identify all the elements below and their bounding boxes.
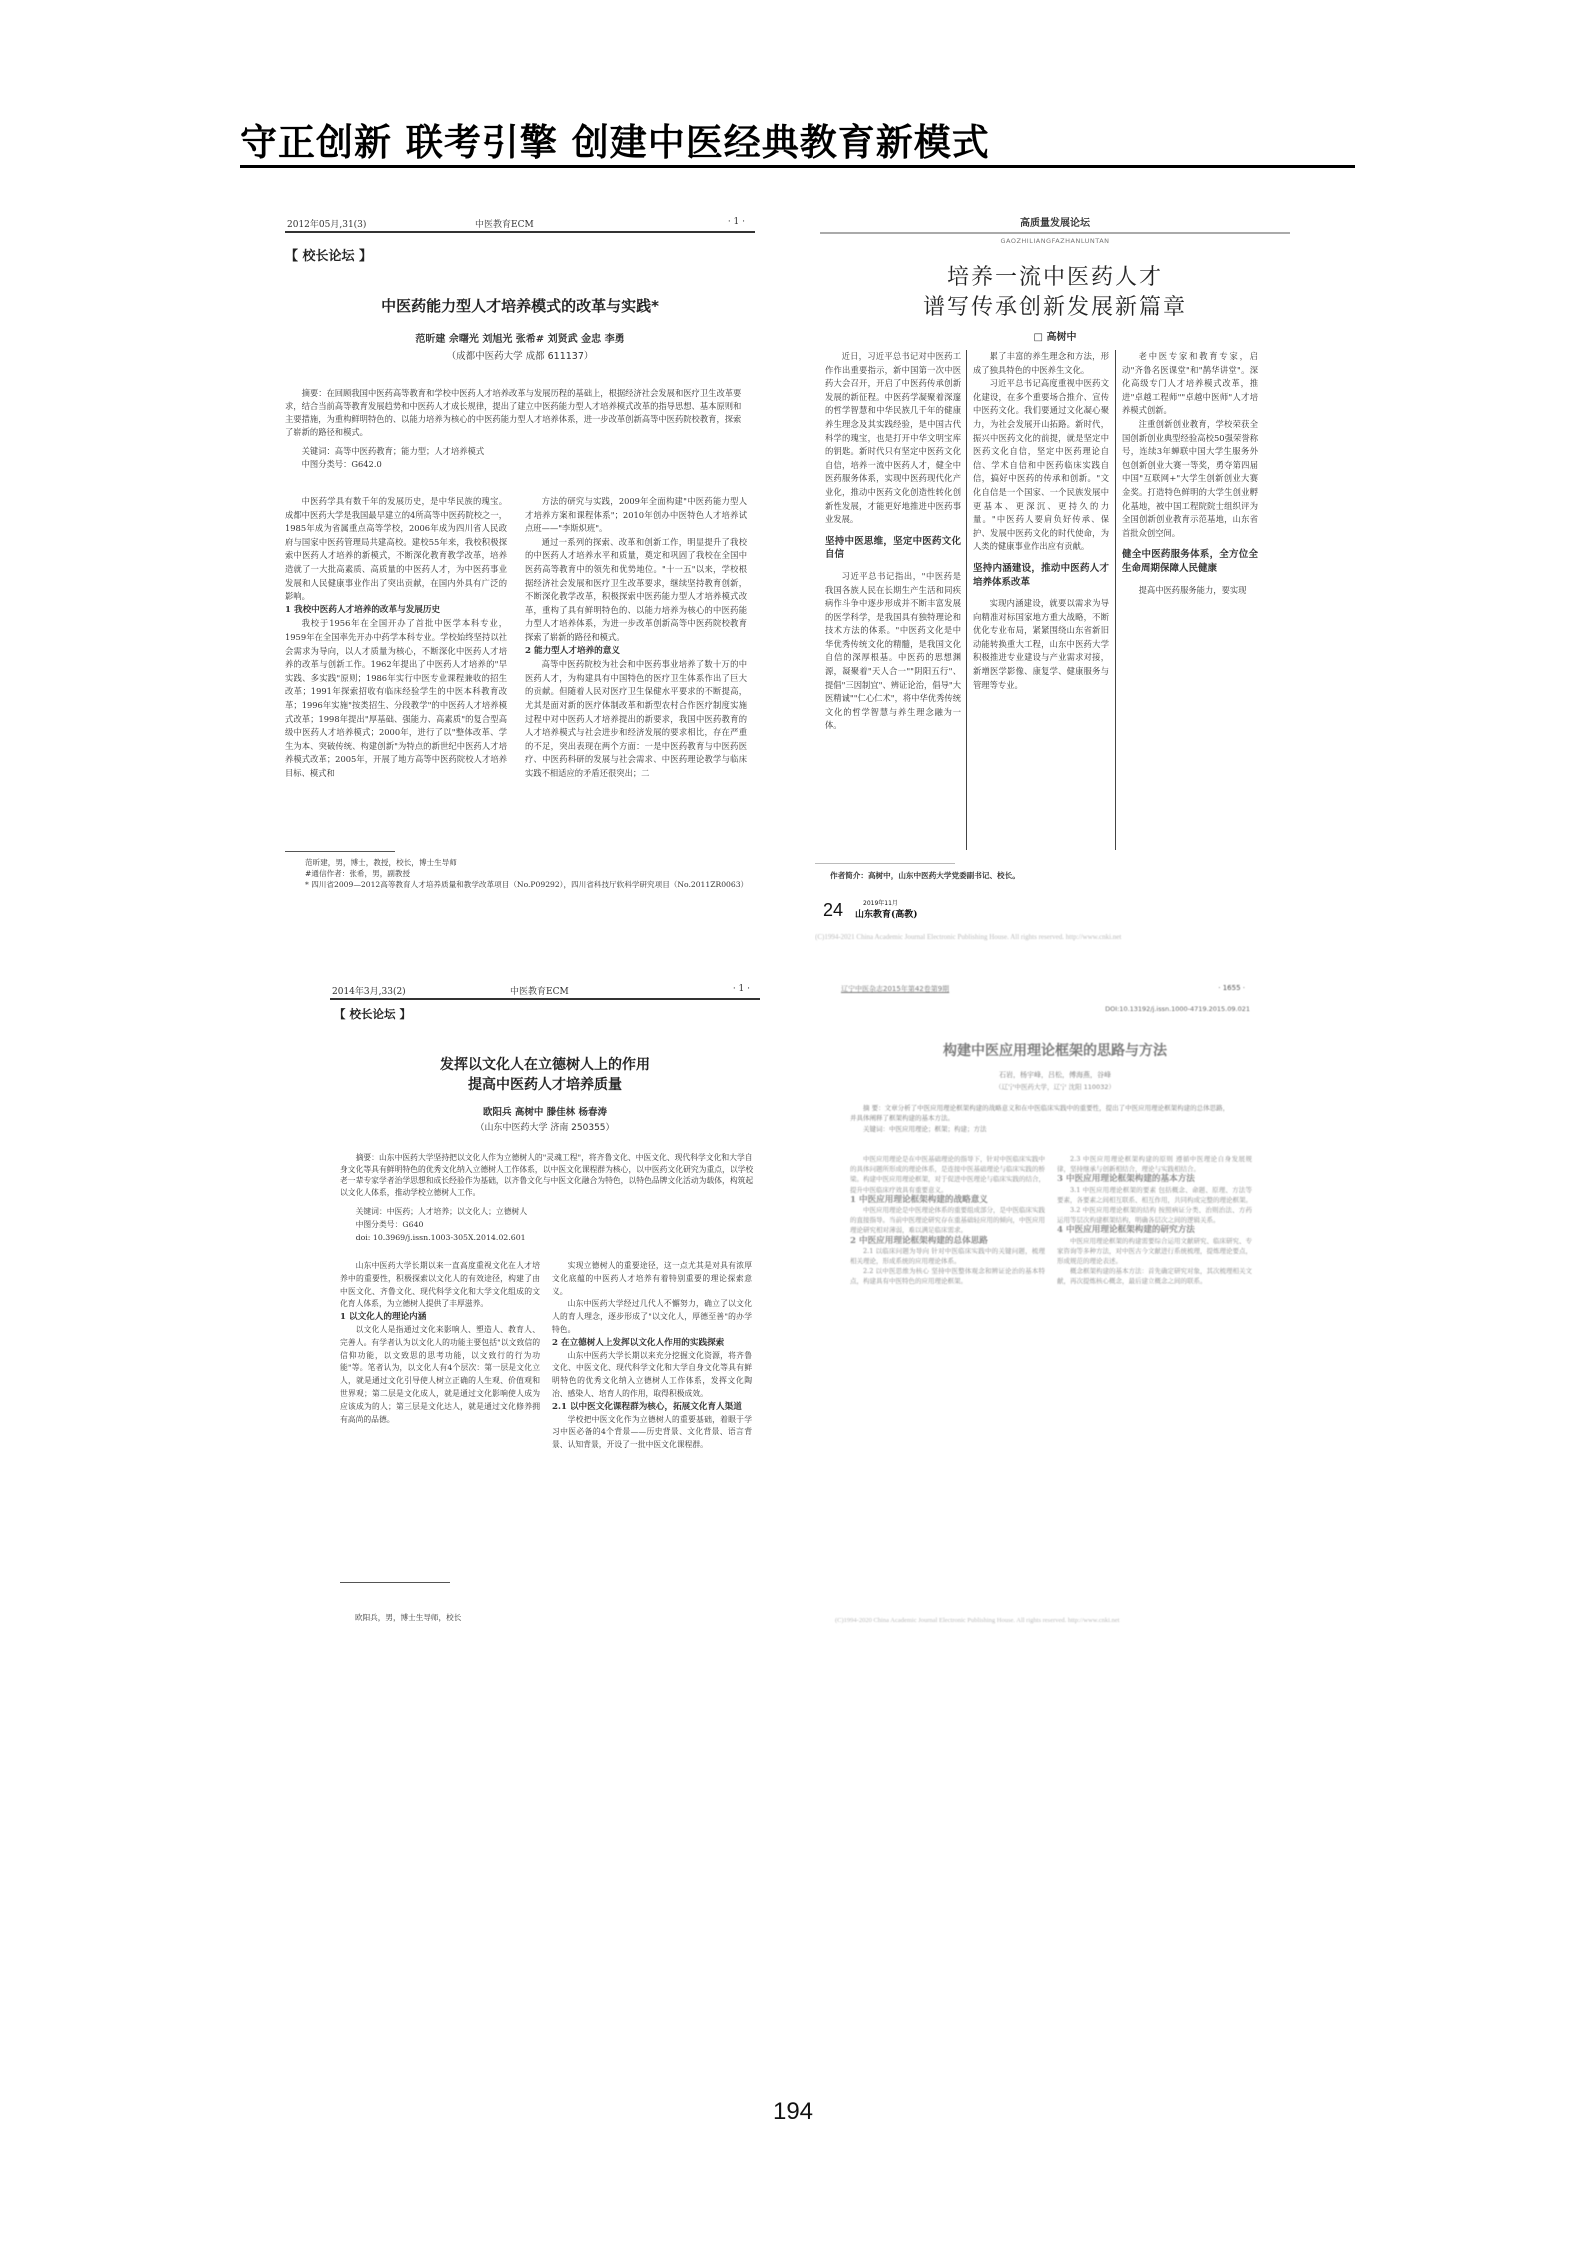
- footnote: #通信作者：张希，男，副教授: [305, 869, 411, 878]
- section-tag: 【 校长论坛 】: [285, 249, 373, 264]
- body-column-2: [973, 350, 1109, 850]
- footnotes: [285, 857, 747, 890]
- paragraph: 山东中医药大学长期以来一直高度重视文化在人才培养中的重要性，积极探索以文化人的有效途径，构建了由中医文化、齐鲁文化、现代科学文化和大学文化组成的文化育人体系，为立德树人提供了丰厚滋养。: [340, 1261, 540, 1309]
- page-marker: · 1 ·: [732, 984, 750, 994]
- paragraph: 3.1 中医应用理论框架的要素 包括概念、命题、原理、方法等要素，各要素之间相互联系、相互作用，共同构成完整的理论框架。: [1057, 1185, 1252, 1204]
- running-header: [285, 215, 755, 233]
- paragraph: 通过一系列的探索、改革和创新工作，明显提升了我校的中医药人才培养水平和质量，奠定和巩固了我校在全国中医药高等教育中的领先和优势地位。"十一五"以来，学校根据经济社会发展和医疗卫生改革要求，继续坚持教育创新，不断深化教学改革，积极探索中医药能力型人才培养模式改革，重构了具有鲜明特色的、以能力培养为核心的中医药能力型人才培养体系，为进一步改革创新高等中医药院校教育探索了崭新的路径和模式。: [525, 536, 747, 642]
- section-tag: 【 校长论坛 】: [334, 1007, 412, 1021]
- paper-thumbnail-1: [285, 215, 755, 915]
- section-heading: 3 中医应用理论框架构建的基本方法: [1057, 1174, 1195, 1185]
- author-intro: 作者简介：高树中，山东中医药大学党委副书记、校长。: [830, 871, 1020, 880]
- column-name: 高质量发展论坛: [1020, 218, 1090, 229]
- keywords: 关键词：中医应用理论；框架；构建；方法: [863, 1125, 987, 1133]
- body-column-1: [825, 350, 961, 850]
- title-rule: [240, 165, 1355, 168]
- section-heading: 1 我校中医药人才培养的改革与发展历史: [285, 604, 441, 615]
- abstract: 摘 要：文章分析了中医应用理论框架构建的战略意义和在中医临床实践中的重要性，提出了中医应用理论框架构建的总体思路，并具体阐释了框架构建的基本方法。: [850, 1104, 1230, 1122]
- paragraph: 我校于1956年在全国开办了首批中医学本科专业，1959年在全国率先开办中药学本科专业。学校始终坚持以社会需求为导向，以人才质量为核心，不断深化中医药人才培养的改革与创新工作。1962年提出了中医药人才培养的"早实践、多实践"原则；1986年实行中医专业课程兼收的招生改革；1991年探索招收有临床经验学生的中医本科教育改革；1996年实施"按类招生、分段教学"的中医药人才培养模式改革；1998年提出"厚基础、强能力、高素质"的复合型高级中医药人才培养模式；2000年，进行了以"整体改革、学生为本、突破传统、构建创新"为特点的新世纪中医药人才培养模式改革；2005年，开展了地方高等中医药院校人才培养目标、模式和: [285, 618, 507, 778]
- running-header: [330, 982, 760, 1000]
- journal-date: 2014年3月,33(2): [332, 987, 406, 997]
- paragraph: 中医应用理论框架的构建需要综合运用文献研究、临床研究、专家咨询等多种方法，对中医古今文献进行系统梳理，提炼理论要点，形成规范的理论表述。: [1057, 1236, 1252, 1266]
- paragraph: 以文化人是指通过文化来影响人、塑造人、教育人、完善人。有学者认为以文化人的功能主要包括"以文致信的信仰功能，以文致思的思考功能，以文致行的行为功能"等。笔者认为，以文化人有4个层次：第一层是文化立人，就是通过文化引导使人树立正确的人生观、价值观和世界观；第二层是文化成人，就是通过文化影响使人成为应该成为的人；第三层是文化达人，就是通过文化修养拥有高尚的品德。: [340, 1324, 540, 1424]
- section-heading: 坚持中医思维，坚定中医药文化自信: [825, 535, 961, 561]
- paragraph: 近日，习近平总书记对中医药工作作出重要指示，新中国第一次中医药大会召开，开启了中医药传承创新发展的新征程。中医药学凝聚着深邃的哲学智慧和中华民族几千年的健康养生理念及其实践经验，是中国古代科学的瑰宝，也是打开中华文明宝库的钥匙。新时代只有坚定中医药文化自信，培养一流中医药人才，健全中医药服务体系，实现中医药现代化产业化，推动中医药文化创造性转化创新性发展，才能更好地推进中医药事业发展。: [825, 351, 961, 525]
- paragraph: 2.1 以临床问题为导向 针对中医临床实践中的关键问题，梳理相关理论，形成系统的应用理论体系。: [850, 1246, 1045, 1266]
- classification: 中图分类号：G642.0: [301, 459, 382, 469]
- paragraph: 2.3 中医应用理论框架构建的原则 遵循中医理论自身发展规律，坚持继承与创新相结合，理论与实践相结合。: [1057, 1155, 1252, 1174]
- footnote-rule: [815, 863, 955, 864]
- paragraph: 方法的研究与实践，2009年全面构建"中医药能力型人才培养方案和课程体系"；2010年创办中医特色人才培养试点班——"李斯炽班"。: [525, 496, 747, 534]
- page-number: 194: [772, 2098, 814, 2125]
- paper-title-line-2: 提高中医药人才培养质量: [468, 1077, 622, 1093]
- section-heading: 健全中医药服务体系，全方位全生命周期保障人民健康: [1122, 549, 1258, 574]
- paragraph: 老中医专家和教育专家，启动"齐鲁名医课堂"和"鹊华讲堂"。深化高级专门人才培养模式改革，推进"卓越工程师""卓越中医师"人才培养模式创新。: [1122, 351, 1258, 416]
- section-heading: 1 以文化人的理论内涵: [340, 1312, 427, 1323]
- paper-thumbnail-3: [330, 982, 760, 1637]
- magazine-page-number: 24: [823, 900, 844, 920]
- doi: DOI:10.13192/j.issn.1000-4719.2015.09.021: [1105, 1005, 1250, 1013]
- authors: 石岩，杨宇峰，吕松，傅海燕，谷峰: [999, 1071, 1111, 1079]
- column-divider: [966, 350, 967, 850]
- affiliation: （辽宁中医药大学，辽宁 沈阳 110032）: [995, 1083, 1115, 1091]
- journal-name: 中医教育ECM: [475, 220, 534, 230]
- paper-thumbnail-2: [815, 208, 1295, 953]
- footnote: 欧阳兵，男，博士生导师，校长: [355, 1613, 462, 1622]
- journal-name: 中医教育ECM: [510, 987, 569, 997]
- section-heading: 2 能力型人才培养的意义: [525, 645, 620, 656]
- paper-title-line-1: 培养一流中医药人才: [946, 265, 1163, 290]
- body-column-2: [552, 1260, 752, 1570]
- section-heading: 2 中医应用理论框架构建的总体思路: [850, 1235, 988, 1246]
- keywords: 关键词：中医药；人才培养；以文化人；立德树人: [355, 1207, 528, 1216]
- footnote-rule: [340, 1582, 450, 1583]
- paragraph: 3.2 中医应用理论框架的结构 按照病证分类、治则治法、方药运用等层次构建框架结构，明确各层次之间的逻辑关系。: [1057, 1206, 1252, 1225]
- abstract: 摘要：山东中医药大学坚持把以文化人作为立德树人的"灵魂工程"，将齐鲁文化、中医文化、现代科学文化和大学自身文化等具有鲜明特色的优秀文化纳入立德树人工作体系，以中医文化课程群为核心，以中医药文化研究为重点，以学校老一辈专家学者治学思想和成长经验作为基础，以齐鲁文化与中医文化融合为特色，以特色品牌文化活动为载体，构筑起以文化人体系，推动学校立德树人工作。: [340, 1153, 754, 1197]
- paragraph: 山东中医药大学长期以来充分挖掘文化资源，将齐鲁文化、中医文化、现代科学文化和大学自身文化等具有鲜明特色的优秀文化纳入立德树人工作体系，发挥文化陶冶、感染人、培育人的作用，取得积极成效。: [552, 1350, 752, 1398]
- paragraph: 学校把中医文化作为立德树人的重要基础，着眼于学习中医必备的4个背景——历史背景、文化背景、语言背景、认知背景，开设了一批中医文化课程群。: [552, 1414, 752, 1450]
- body-column-1: [850, 1154, 1045, 1574]
- paragraph: 习近平总书记高度重视中医药文化建设，在多个重要场合推介、宣传中医药文化。我们要通过文化凝心聚力，为社会发展开山拓路。新时代，振兴中医药文化的前提，就是坚定中医药文化自信，坚定中医药理论自信、学术自信和中医药临床实践自信，搞好中医药的传承和创新。"文化自信是一个国家、一个民族发展中更基本、更深沉、更持久的力量。"中医药人要肩负好传承、保护、发展中医药文化的时代使命，为人类的健康事业作出应有贡献。: [973, 378, 1109, 552]
- page-marker: · 1 ·: [727, 217, 745, 227]
- authors: 欧阳兵 高树中 滕佳林 杨春涛: [483, 1107, 607, 1118]
- affiliation: （山东中医药大学 济南 250355）: [475, 1123, 615, 1133]
- paper-title: 中医药能力型人才培养模式的改革与实践*: [381, 297, 659, 315]
- magazine-name: 山东教育(高教): [855, 910, 918, 920]
- paragraph: 2.2 以中医思维为核心 坚持中医整体观念和辨证论治的基本特点，构建具有中医特色的应用理论框架。: [850, 1267, 1045, 1286]
- paragraph: 习近平总书记指出，"中医药是我国各族人民在长期生产生活和同疾病作斗争中逐步形成并不断丰富发展的医学科学，是我国具有独特理论和技术方法的体系。"中医药文化是中华优秀传统文化的精髓，是我国文化自信的深厚根基。中医药的思想渊源，凝聚着"天人合一""阴阳五行"、提倡"三因制宜"、辨证论治，倡导"大医精诚""仁心仁术"，将中华优秀传统文化的哲学智慧与养生理念融为一体。: [825, 570, 961, 731]
- paper-title: 构建中医应用理论框架的思路与方法: [943, 1043, 1167, 1059]
- footnote-rule: [285, 851, 395, 852]
- keywords: 关键词：高等中医药教育；能力型；人才培养模式: [301, 446, 485, 456]
- paragraph: 山东中医药大学经过几代人不懈努力，确立了以文化人的育人理念，逐步形成了"以文化人，厚德至善"的办学特色。: [552, 1299, 752, 1334]
- paragraph: 高等中医药院校为社会和中医药事业培养了数十万的中医药人才，为构建具有中国特色的医疗卫生体系作出了巨大的贡献。但随着人民对医疗卫生保健水平要求的不断提高，尤其是面对新的医疗体制改革和新型农村合作医疗制度实施过程中对中医药人才培养提出的新要求，我国中医药教育的人才培养模式与社会进步和经济发展的要求相比，存在严重的不足，突出表现在两个方面：一是中医药教育与中医药医疗、中医药科研的发展与社会需求、中医药理论教学与临床实践不相适应的矛盾还很突出；二: [525, 659, 747, 778]
- affiliation: （成都中医药大学 成都 611137）: [446, 351, 594, 362]
- journal-date: 2012年05月,31(3): [287, 220, 367, 230]
- body-column-2: [525, 495, 747, 840]
- abstract: 摘要：在回顾我国中医药高等教育和学校中医药人才培养改革与发展历程的基础上，根据经济社会发展和医疗卫生改革要求，结合当前高等教育发展趋势和中医药人才成长规律，提出了建立中医药能力型人才培养模式改革的指导思想、基本原则和主要措施，为重构鲜明特色的、以能力培养为核心的中医药能力型人才培养体系，进一步改革创新高等中医药院校教育，探索了崭新的路径和模式。: [285, 388, 742, 437]
- paragraph: 中医应用理论是在中医基础理论的指导下，针对中医临床实践中的具体问题所形成的理论体系，是连接中医基础理论与临床实践的桥梁。构建中医应用理论框架，对于促进中医理论与临床实践的结合，提升中医临床疗效具有重要意义。: [850, 1155, 1045, 1194]
- column-divider: [1115, 350, 1116, 850]
- section-heading: 2.1 以中医文化课程群为核心，拓展文化育人渠道: [552, 1401, 742, 1412]
- paragraph: 概念框架构建的基本方法：首先确定研究对象，其次梳理相关文献，再次提炼核心概念，最后建立概念之间的联系。: [1057, 1267, 1252, 1286]
- authors: 范昕建 佘曙光 刘旭光 张希# 刘贤武 金忠 李勇: [415, 334, 625, 345]
- footnote: * 四川省2009—2012高等教育人才培养质量和教学改革项目（No.P09292），四川省科技厅软科学研究项目（No.2011ZR0063）: [305, 880, 749, 889]
- body-column-2: [1057, 1154, 1252, 1574]
- paper-thumbnail-4: [835, 982, 1275, 1642]
- paragraph: 中医应用理论是中医理论体系的重要组成部分，是中医临床实践的直接指导。当前中医理论研究存在重基础轻应用的倾向，中医应用理论研究相对薄弱，难以满足临床需求。: [850, 1206, 1045, 1235]
- author: □ 高树中: [1033, 332, 1077, 343]
- body-column-3: [1122, 350, 1258, 850]
- paragraph: 提高中医药服务能力，要实现: [1138, 584, 1247, 595]
- journal-line: 辽宁中医杂志2015年第42卷第9期: [841, 985, 950, 993]
- paragraph: 中医药学具有数千年的发展历史，是中华民族的瑰宝。成都中医药大学是我国最早建立的4所高等中医药院校之一，1985年成为省属重点高等学校，2006年成为四川省人民政府与国家中医药管理局共建高校。建校55年来，我校积极探索中医药人才培养的新模式，不断深化教育教学改革，培养造就了一大批高素质、高质量的中医药人才，为中医药事业发展和人民健康事业作出了突出贡献，在国内外具有广泛的影响。: [285, 496, 507, 602]
- paragraph: 实现立德树人的重要途径，这一点尤其是对具有浓厚文化底蕴的中医药人才培养有着特别重要的理论探索意义。: [552, 1261, 752, 1296]
- paper-title-line-1: 发挥以文化人在立德树人上的作用: [440, 1057, 650, 1073]
- doi: doi: 10.3969/j.issn.1003-305X.2014.02.601: [355, 1233, 526, 1242]
- section-heading: 坚持内涵建设，推动中医药人才培养体系改革: [973, 562, 1109, 588]
- page-marker: · 1655 ·: [1218, 984, 1245, 992]
- header-rule: [820, 232, 1290, 234]
- paragraph: 实现内涵建设，就要以需求为导向精准对标国家地方重大战略，不断优化专业布局，紧紧围绕山东省新旧动能转换重大工程，山东中医药大学积极推进专业建设与产业需求对接，新增医学影像、康复学、健康服务与管理等专业。: [973, 598, 1109, 690]
- footnote: 范昕建，男，博士，教授，校长，博士生导师: [305, 858, 457, 867]
- body-column-1: [285, 495, 507, 840]
- copyright: (C)1994-2021 China Academic Journal Electronic Publishing House. All rights reserved. http://www.cnki.net: [815, 933, 1122, 941]
- column-pinyin: GAOZHILIANGFAZHANLUNTAN: [1000, 237, 1110, 245]
- page-title: 守正创新 联考引擎 创建中医经典教育新模式: [240, 121, 990, 164]
- section-heading: 1 中医应用理论框架构建的战略意义: [850, 1194, 988, 1205]
- section-heading: 2 在立德树人上发挥以文化人作用的实践探索: [552, 1337, 725, 1348]
- classification: 中图分类号：G640: [355, 1220, 424, 1229]
- section-heading: 4 中医应用理论框架构建的研究方法: [1057, 1225, 1195, 1236]
- paragraph: 注重创新创业教育，学校荣获全国创新创业典型经验高校50强荣誉称号，连续3年蝉联中国大学生服务外包创新创业大赛一等奖，勇夺第四届中国"互联网+"大学生创新创业大赛金奖。打造特色鲜明的大学生创业孵化基地，被中国工程院院士组织评为全国创新创业教育示范基地，山东省首批众创空间。: [1122, 418, 1258, 538]
- paragraph: 累了丰富的养生理念和方法，形成了独具特色的中医养生文化。: [973, 351, 1109, 375]
- copyright: (C)1994-2020 China Academic Journal Electronic Publishing House. All rights reserved. http://www.cnki.net: [835, 1617, 1120, 1624]
- issue-date: 2019年11月: [863, 900, 898, 907]
- paper-title-line-2: 谱写传承创新发展新篇章: [922, 295, 1187, 320]
- body-column-1: [340, 1260, 540, 1570]
